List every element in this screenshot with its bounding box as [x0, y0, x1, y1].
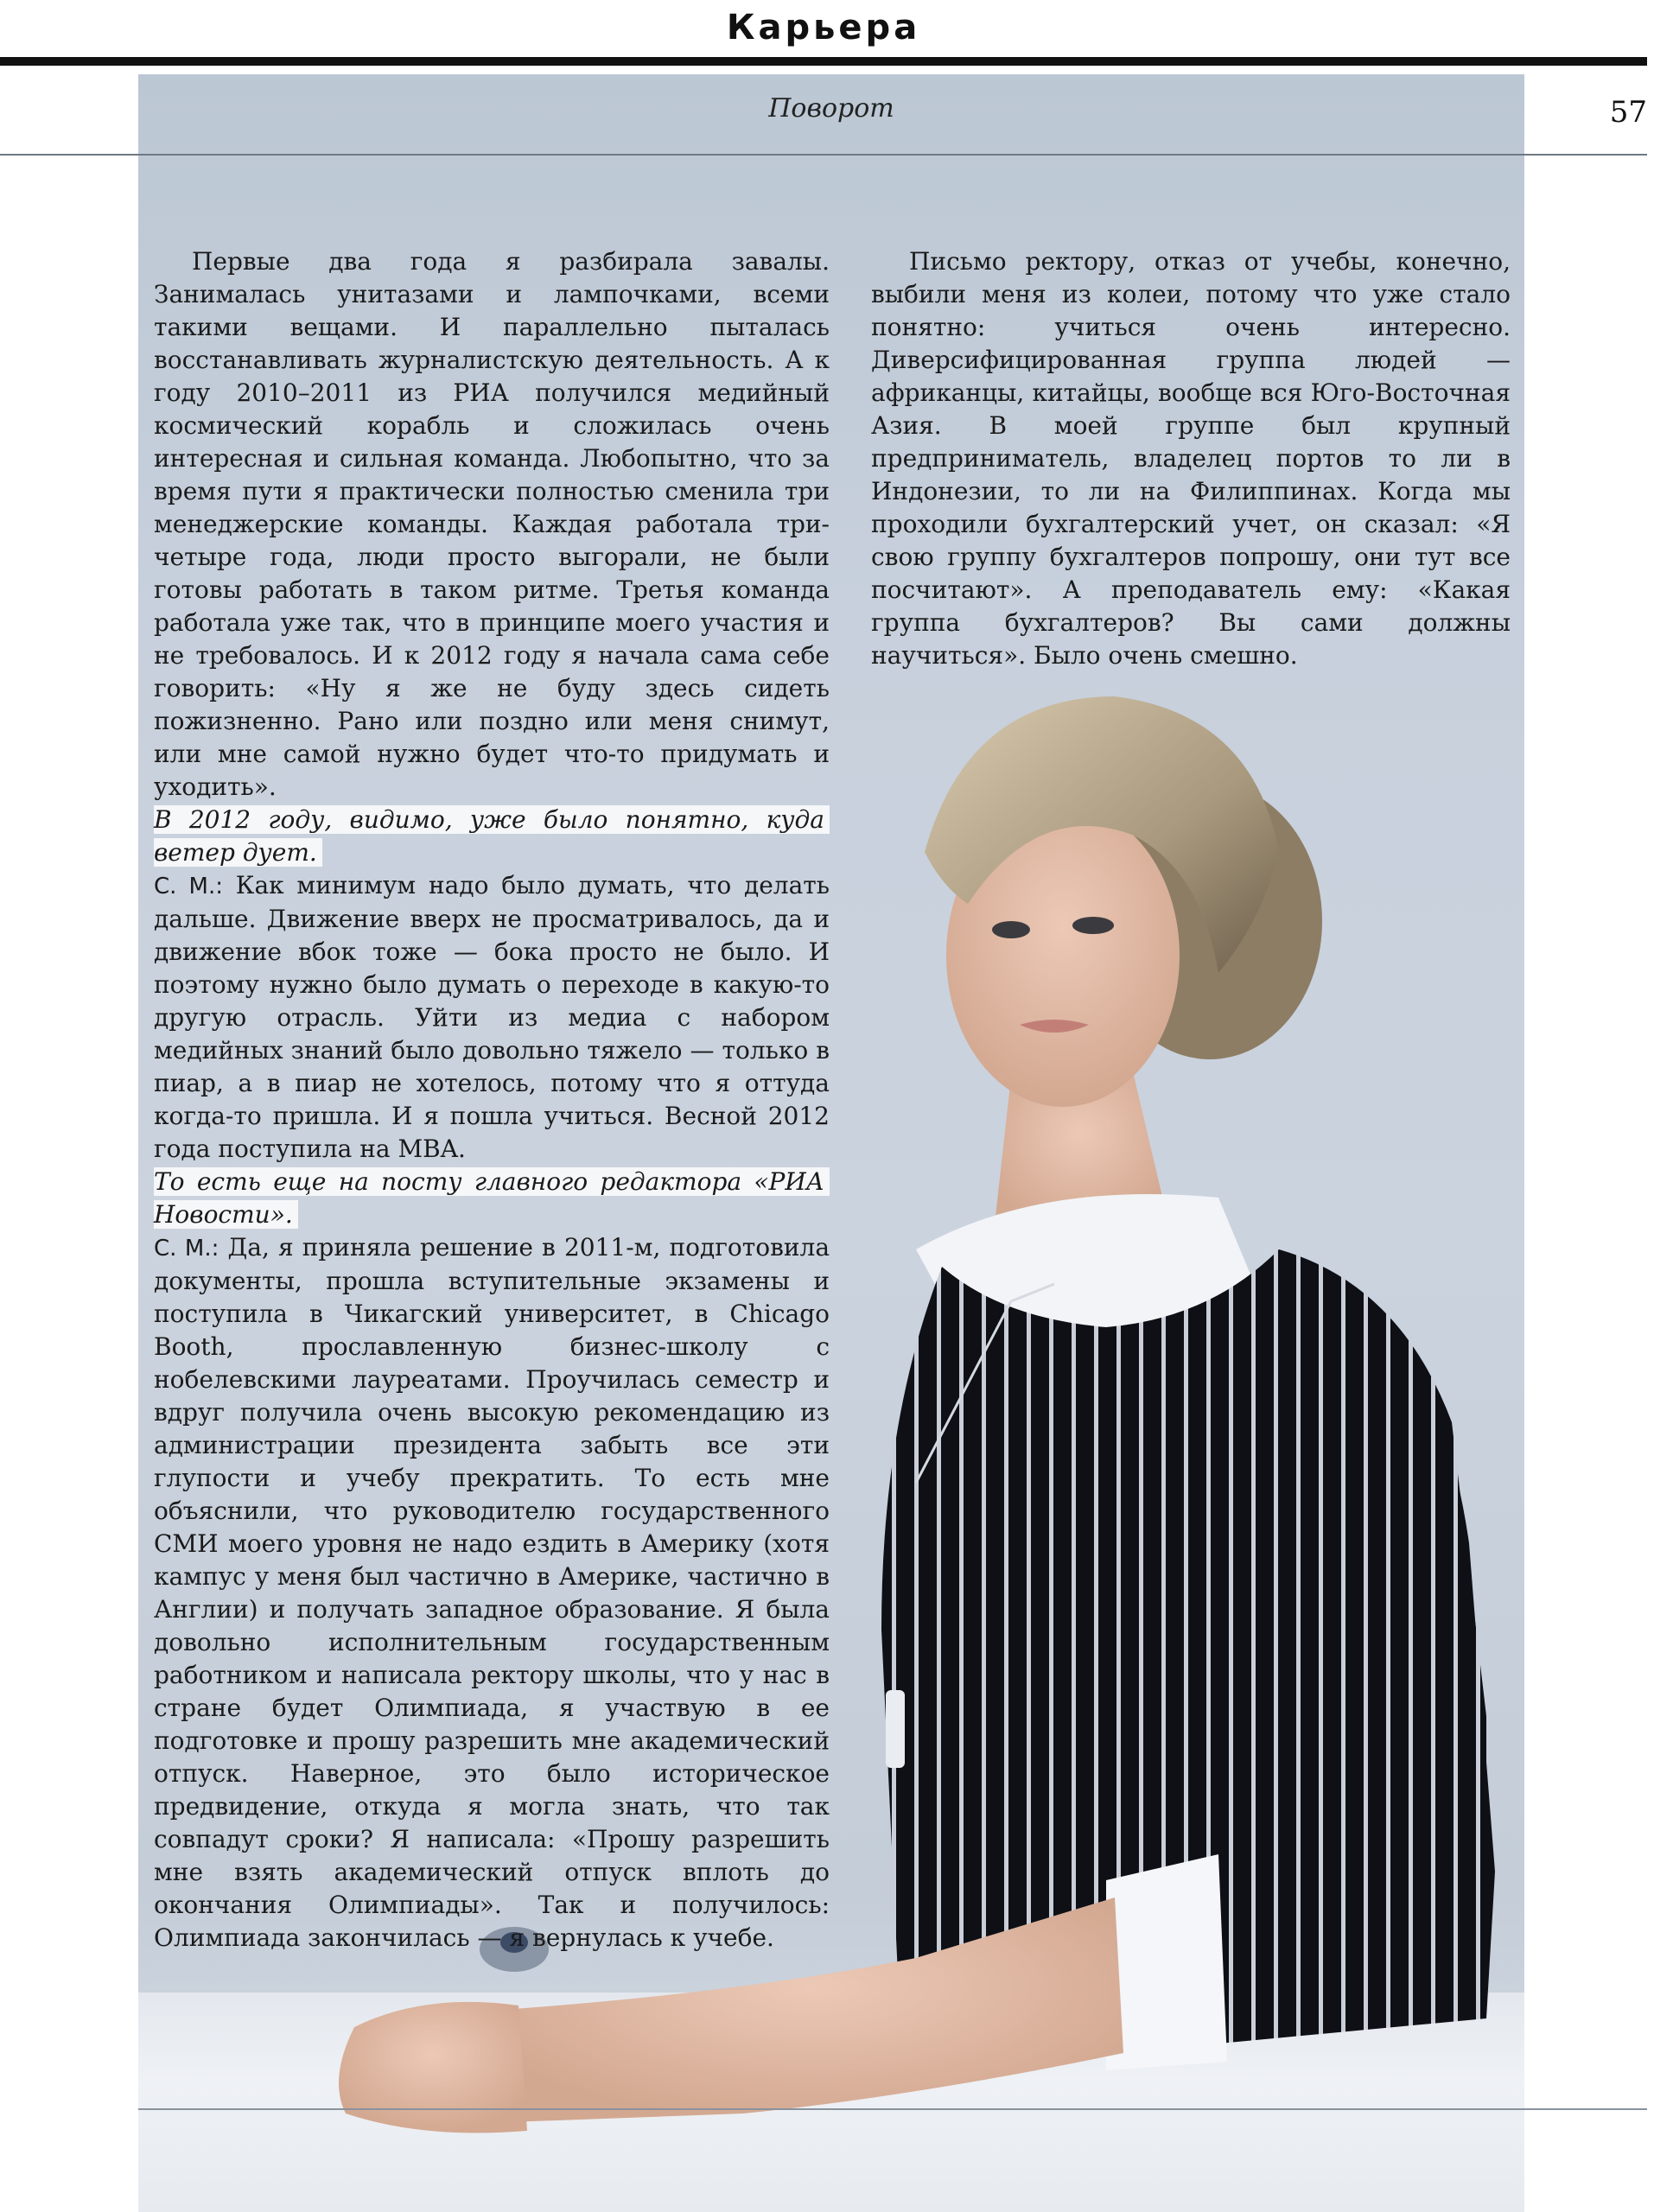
speaker-initials: С. М.:: [154, 874, 224, 899]
interview-question: [154, 804, 830, 869]
interview-question: [154, 1166, 830, 1231]
header-rule: [0, 154, 1647, 156]
top-rule: [0, 57, 1647, 66]
interview-answer: [154, 1231, 830, 1955]
interview-answer: [154, 869, 830, 1166]
paragraph: Первые два года я разбирала завалы. Занималась унитазами и лампочками, всеми такими вещами. И параллельно пыталась восстанавливать журналистскую деятельность. А к году 2010–2011 из РИА получился медийный космический корабль и сложилась очень интересная и сильная команда. Любопытно, что за время пути я практически полностью сменила три менеджерские команды. Каждая работала три-четыре года, люди просто выгорали, не были готовы работать в таком ритме. Третья команда работала уже так, что в принципе моего участия и не требовалось. И к 2012 году я начала сама себе говорить: «Ну я же не буду здесь сидеть пожизненно. Рано или поздно или меня снимут, или мне самой нужно будет что-то придумать и уходить».: [154, 247, 830, 801]
page-number: 57: [1609, 95, 1647, 130]
answer-text: Да, я приняла решение в 2011-м, подготовила документы, прошла вступительные экзамены и поступила в Чикагский университет, в Chicago Booth, прославленную бизнес-школу с нобелевскими лауреатами. Проучилась семестр и вдруг получила очень высокую рекомендацию из администрации президента забыть все эти глупости и учебу прекратить. То есть мне объяснили, что руководителю государственного СМИ моего уровня не надо ездить в Америку (хотя кампус у меня был частично в Америке, частично в Англии) и получать западное образование. Я была довольно исполнительным государственным работником и написала ректору школы, что у нас в стране будет Олимпиада, я участвую в ее подготовке и прошу разрешить мне академический отпуск. Наверное, это было историческое предвидение, откуда я могла знать, что так совпадут сроки? Я написала: «Прошу разрешить мне взять академический отпуск вплоть до окончания Олимпиады». Так и получилось: Олимпиада закончилась — я вернулась к учебе.: [154, 1233, 830, 1952]
paragraph: Письмо ректору, отказ от учебы, конечно, выбили меня из колеи, потому что уже стало понятно: учиться очень интересно. Диверсифицированная группа людей — африканцы, китайцы, вообще вся Юго-Восточная Азия. В моей группе был крупный предприниматель, владелец портов то ли в Индонезии, то ли на Филиппинах. Когда мы проходили бухгалтерский учет, он сказал: «Я свою группу бухгалтеров попрошу, они тут все посчитают». А преподаватель ему: «Какая группа бухгалтеров? Вы сами должны научиться». Было очень смешно.: [871, 247, 1511, 670]
article-column-left: [154, 245, 830, 1955]
question-text: В 2012 году, видимо, уже было понятно, куда ветер дует.: [154, 805, 830, 867]
article-column-right: [871, 245, 1511, 672]
rubric-label: Поворот: [768, 93, 894, 124]
speaker-initials: С. М.:: [154, 1236, 219, 1262]
question-text: То есть еще на посту главного редактора «РИА Новости».: [154, 1167, 830, 1229]
bottom-rule: [138, 2108, 1647, 2110]
section-title: Карьера: [726, 8, 921, 48]
answer-text: Как минимум надо было думать, что делать дальше. Движение вверх не просматривалось, да и движение вбок тоже — бока просто не было. И поэтому нужно было думать о переходе в какую-то другую отрасль. Уйти из медиа с набором медийных знаний было довольно тяжело — только в пиар, а в пиар не хотелось, потому что я оттуда когда-то пришла. И я пошла учиться. Весной 2012 года поступила на MBA.: [154, 871, 830, 1163]
